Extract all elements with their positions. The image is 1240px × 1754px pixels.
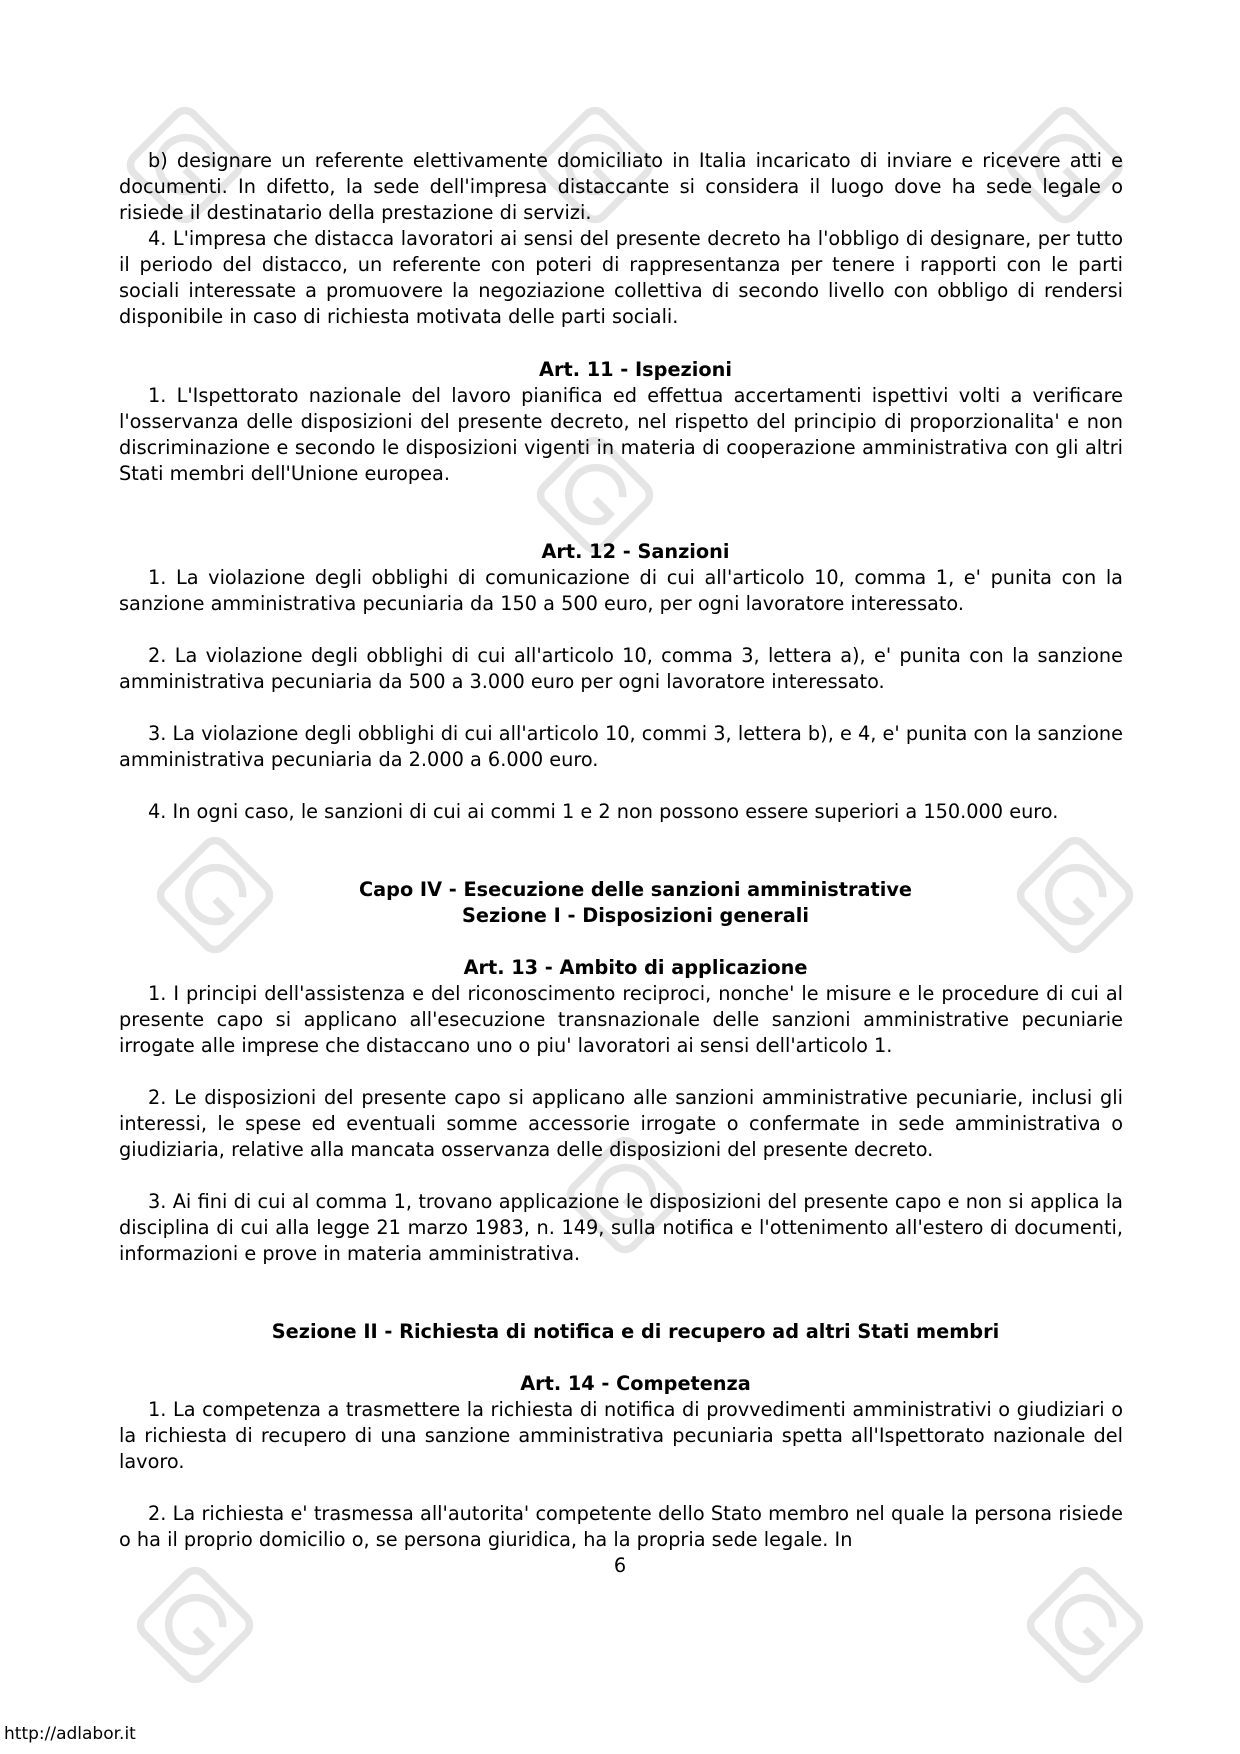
paragraph-b: b) designare un referente elettivamente domiciliato in Italia incaricato di inviare e ricevere atti e documenti. In difetto, la sede dell'impresa distaccante si considera il luogo dove ha sede legale o risiede il destinatario della prestazione di servizi. xyxy=(119,149,1123,224)
art12-paragraph-4: 4. In ogni caso, le sanzioni di cui ai commi 1 e 2 non possono essere superiori a 150.000 euro. xyxy=(148,800,1059,823)
capo-iv-heading: Capo IV - Esecuzione delle sanzioni amministrative xyxy=(359,878,912,901)
art13-paragraph-2: 2. Le disposizioni del presente capo si applicano alle sanzioni amministrative pecuniarie, inclusi gli interessi, le spese ed eventuali somme accessorie irrogate o confermate in sede amministrativa o giudiziaria, relative alla mancata osservanza delle disposizioni del presente decreto. xyxy=(119,1086,1123,1161)
art13-paragraph-3: 3. Ai fini di cui al comma 1, trovano applicazione le disposizioni del presente capo e non si applica la disciplina di cui alla legge 21 marzo 1983, n. 149, sulla notifica e l'ottenimento all'estero di documenti, informazioni e prove in materia amministrativa. xyxy=(119,1190,1123,1265)
art14-paragraph-1: 1. La competenza a trasmettere la richiesta di notifica di provvedimenti amministrativi o giudiziari o la richiesta di recupero di una sanzione amministrativa pecuniaria spetta all'Ispettorato nazionale del lavoro. xyxy=(119,1398,1123,1473)
paragraph-4: 4. L'impresa che distacca lavoratori ai sensi del presente decreto ha l'obbligo di designare, per tutto il periodo del distacco, un referente con poteri di rappresentanza per tenere i rapporti con le parti sociali interessate a promuovere la negoziazione collettiva di secondo livello con obbligo di rendersi disponibile in caso di richiesta motivata delle parti sociali. xyxy=(119,227,1123,328)
footer-url: http://adlabor.it xyxy=(4,1724,136,1744)
sezione-ii-heading: Sezione II - Richiesta di notifica e di recupero ad altri Stati membri xyxy=(271,1320,1000,1343)
art11-paragraph-1: 1. L'Ispettorato nazionale del lavoro pianifica ed effettua accertamenti ispettivi volti a verificare l'osservanza delle disposizioni del presente decreto, nel rispetto del principio di proporzionalita' e non discriminazione e secondo le disposizioni vigenti in materia di cooperazione amministrativa con gli altri Stati membri dell'Unione europea. xyxy=(119,384,1123,485)
art14-paragraph-2: 2. La richiesta e' trasmessa all'autorita' competente dello Stato membro nel quale la persona risiede o ha il proprio domicilio o, se persona giuridica, ha la propria sede legale. In xyxy=(119,1502,1123,1551)
art12-paragraph-2: 2. La violazione degli obblighi di cui all'articolo 10, comma 3, lettera a), e' punita con la sanzione amministrativa pecuniaria da 500 a 3.000 euro per ogni lavoratore interessato. xyxy=(119,644,1123,693)
art11-heading: Art. 11 - Ispezioni xyxy=(539,358,732,381)
art13-paragraph-1: 1. I principi dell'assistenza e del riconoscimento reciproci, nonche' le misure e le procedure di cui al presente capo si applicano all'esecuzione transnazionale delle sanzioni amministrative pecuniarie irrogate alle imprese che distaccano uno o piu' lavoratori ai sensi dell'articolo 1. xyxy=(119,982,1123,1057)
sezione-i-heading: Sezione I - Disposizioni generali xyxy=(462,904,809,927)
art12-heading: Art. 12 - Sanzioni xyxy=(541,540,730,563)
art13-heading: Art. 13 - Ambito di applicazione xyxy=(463,956,808,979)
art14-heading: Art. 14 - Competenza xyxy=(520,1372,751,1395)
art12-paragraph-3: 3. La violazione degli obblighi di cui all'articolo 10, commi 3, lettera b), e 4, e' punita con la sanzione amministrativa pecuniaria da 2.000 a 6.000 euro. xyxy=(119,722,1123,771)
art12-paragraph-1: 1. La violazione degli obblighi di comunicazione di cui all'articolo 10, comma 1, e' punita con la sanzione amministrativa pecuniaria da 150 a 500 euro, per ogni lavoratore interessato. xyxy=(119,566,1123,615)
document-body xyxy=(119,148,1123,1553)
page-number: 6 xyxy=(613,1554,627,1577)
